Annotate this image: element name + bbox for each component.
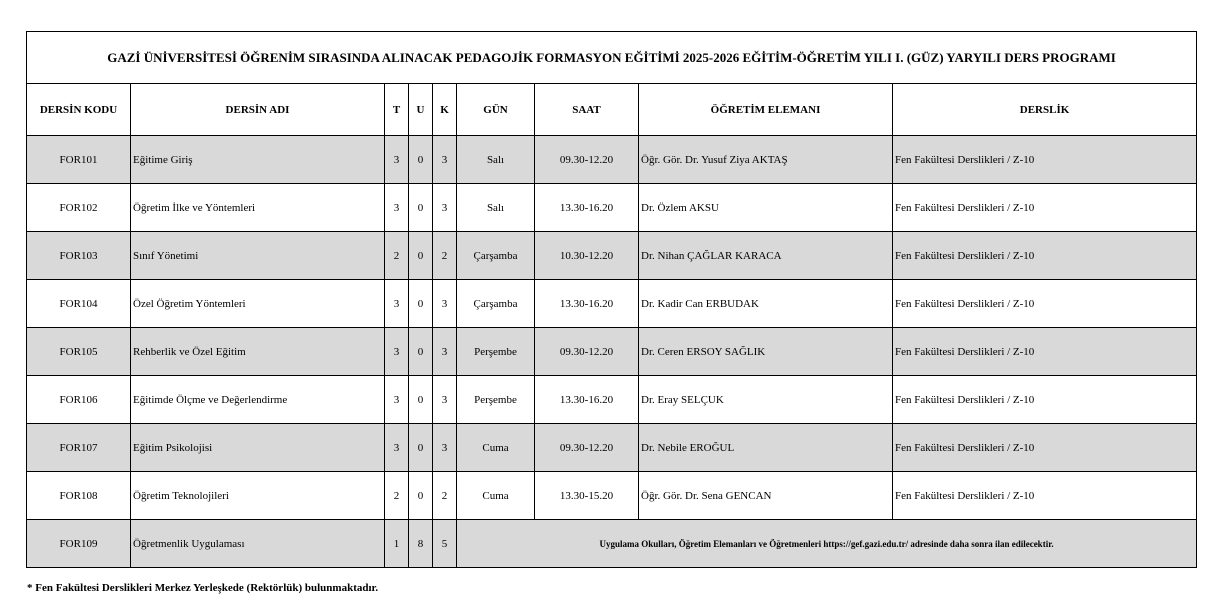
course-day: Çarşamba — [457, 232, 535, 280]
course-k: 3 — [433, 376, 457, 424]
course-t: 3 — [385, 376, 409, 424]
header-name: DERSİN ADI — [131, 84, 385, 136]
course-instructor: Dr. Nihan ÇAĞLAR KARACA — [639, 232, 893, 280]
course-t: 3 — [385, 280, 409, 328]
header-time: SAAT — [535, 84, 639, 136]
course-instructor: Dr. Ceren ERSOY SAĞLIK — [639, 328, 893, 376]
schedule-table — [26, 31, 1197, 568]
course-day: Cuma — [457, 472, 535, 520]
course-name: Öğretmenlik Uygulaması — [131, 520, 385, 568]
course-t: 3 — [385, 424, 409, 472]
course-name: Eğitime Giriş — [131, 136, 385, 184]
course-time: 13.30-15.20 — [535, 472, 639, 520]
course-instructor: Dr. Kadir Can ERBUDAK — [639, 280, 893, 328]
course-time: 10.30-12.20 — [535, 232, 639, 280]
course-code: FOR104 — [27, 280, 131, 328]
header-u: U — [409, 84, 433, 136]
table-row — [27, 136, 1197, 184]
header-k: K — [433, 84, 457, 136]
course-u: 0 — [409, 184, 433, 232]
course-time: 09.30-12.20 — [535, 136, 639, 184]
course-k: 2 — [433, 472, 457, 520]
course-day: Çarşamba — [457, 280, 535, 328]
course-name: Eğitim Psikolojisi — [131, 424, 385, 472]
course-u: 0 — [409, 376, 433, 424]
header-room: DERSLİK — [893, 84, 1197, 136]
course-name: Eğitimde Ölçme ve Değerlendirme — [131, 376, 385, 424]
practice-note: Uygulama Okulları, Öğretim Elemanları ve Öğretmenleri https://gef.gazi.edu.tr/ adresinde daha sonra ilan edilecektir. — [457, 520, 1197, 568]
course-t: 3 — [385, 328, 409, 376]
course-t: 2 — [385, 472, 409, 520]
course-room: Fen Fakültesi Derslikleri / Z-10 — [893, 472, 1197, 520]
course-day: Perşembe — [457, 328, 535, 376]
course-code: FOR109 — [27, 520, 131, 568]
course-k: 3 — [433, 328, 457, 376]
course-instructor: Dr. Nebile EROĞUL — [639, 424, 893, 472]
course-time: 09.30-12.20 — [535, 328, 639, 376]
course-name: Sınıf Yönetimi — [131, 232, 385, 280]
course-k: 3 — [433, 184, 457, 232]
course-code: FOR105 — [27, 328, 131, 376]
course-u: 0 — [409, 136, 433, 184]
footnote: * Fen Fakültesi Derslikleri Merkez Yerleşkede (Rektörlük) bulunmaktadır. — [27, 582, 379, 594]
course-code: FOR101 — [27, 136, 131, 184]
course-name: Öğretim Teknolojileri — [131, 472, 385, 520]
course-code: FOR107 — [27, 424, 131, 472]
course-k: 3 — [433, 424, 457, 472]
table-row — [27, 376, 1197, 424]
course-room: Fen Fakültesi Derslikleri / Z-10 — [893, 376, 1197, 424]
table-row — [27, 472, 1197, 520]
course-instructor: Öğr. Gör. Dr. Yusuf Ziya AKTAŞ — [639, 136, 893, 184]
course-name: Öğretim İlke ve Yöntemleri — [131, 184, 385, 232]
course-name: Özel Öğretim Yöntemleri — [131, 280, 385, 328]
course-u: 0 — [409, 424, 433, 472]
header-instructor: ÖĞRETİM ELEMANI — [639, 84, 893, 136]
header-code: DERSİN KODU — [27, 84, 131, 136]
table-row — [27, 232, 1197, 280]
course-day: Perşembe — [457, 376, 535, 424]
course-t: 3 — [385, 184, 409, 232]
course-k: 2 — [433, 232, 457, 280]
course-k: 3 — [433, 280, 457, 328]
course-room: Fen Fakültesi Derslikleri / Z-10 — [893, 424, 1197, 472]
table-row — [27, 328, 1197, 376]
course-room: Fen Fakültesi Derslikleri / Z-10 — [893, 184, 1197, 232]
course-room: Fen Fakültesi Derslikleri / Z-10 — [893, 328, 1197, 376]
course-t: 3 — [385, 136, 409, 184]
table-row — [27, 280, 1197, 328]
header-row — [27, 84, 1197, 136]
practice-row — [27, 520, 1197, 568]
course-t: 1 — [385, 520, 409, 568]
course-name: Rehberlik ve Özel Eğitim — [131, 328, 385, 376]
course-code: FOR103 — [27, 232, 131, 280]
course-k: 3 — [433, 136, 457, 184]
course-t: 2 — [385, 232, 409, 280]
course-instructor: Öğr. Gör. Dr. Sena GENCAN — [639, 472, 893, 520]
course-u: 0 — [409, 472, 433, 520]
course-time: 13.30-16.20 — [535, 280, 639, 328]
course-room: Fen Fakültesi Derslikleri / Z-10 — [893, 280, 1197, 328]
course-time: 13.30-16.20 — [535, 184, 639, 232]
page-title: GAZİ ÜNİVERSİTESİ ÖĞRENİM SIRASINDA ALINACAK PEDAGOJİK FORMASYON EĞİTİMİ 2025-2026 EĞİTİM-ÖĞRETİM YILI I. (GÜZ) YARYILI DERS PROGRAMI — [27, 32, 1197, 84]
course-day: Salı — [457, 136, 535, 184]
table-row — [27, 184, 1197, 232]
course-k: 5 — [433, 520, 457, 568]
course-day: Cuma — [457, 424, 535, 472]
header-t: T — [385, 84, 409, 136]
course-room: Fen Fakültesi Derslikleri / Z-10 — [893, 232, 1197, 280]
course-time: 09.30-12.20 — [535, 424, 639, 472]
course-day: Salı — [457, 184, 535, 232]
header-day: GÜN — [457, 84, 535, 136]
course-code: FOR102 — [27, 184, 131, 232]
course-u: 0 — [409, 232, 433, 280]
course-time: 13.30-16.20 — [535, 376, 639, 424]
course-code: FOR108 — [27, 472, 131, 520]
course-instructor: Dr. Eray SELÇUK — [639, 376, 893, 424]
course-instructor: Dr. Özlem AKSU — [639, 184, 893, 232]
course-u: 0 — [409, 280, 433, 328]
table-row — [27, 424, 1197, 472]
course-code: FOR106 — [27, 376, 131, 424]
course-room: Fen Fakültesi Derslikleri / Z-10 — [893, 136, 1197, 184]
course-u: 8 — [409, 520, 433, 568]
course-u: 0 — [409, 328, 433, 376]
schedule-sheet — [26, 31, 1196, 568]
